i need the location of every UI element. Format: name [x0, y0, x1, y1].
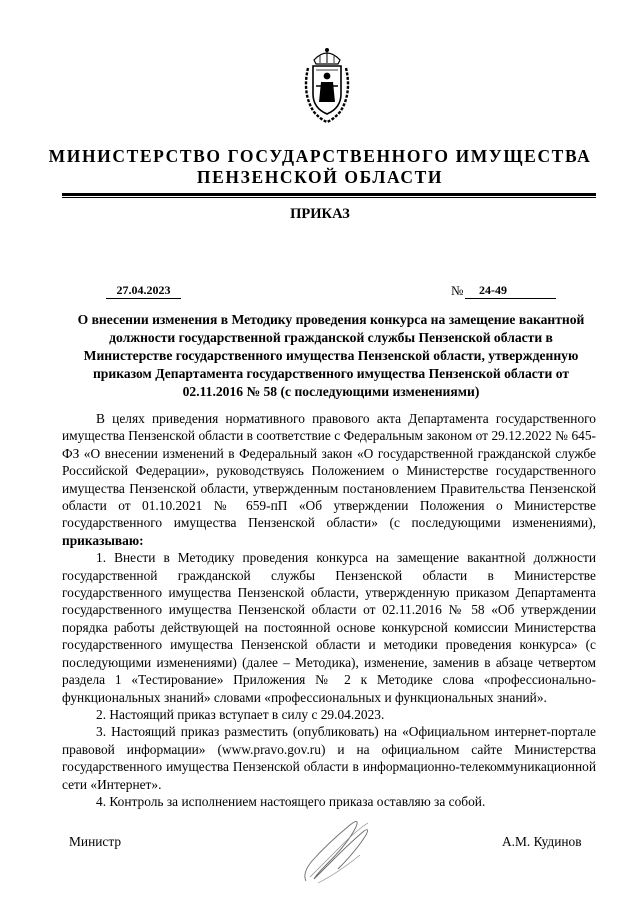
document-subject: О внесении изменения в Методику проведения конкурса на замещение вакантной должности государственной гражданской службы Пензенской области в Министерстве государственного имущества Пензенской области, утвержденную приказом Департамента государственного имущества Пензенской области от 02.11.2016 № 58 (с последующими изменениями)	[77, 312, 585, 399]
order-item-3: 3. Настоящий приказ разместить (опубликовать) на «Официальном интернет-портале правовой информации» (www.pravo.gov.ru) и на официальном сайте Министерства государственного имущества Пензенской области в информационно-телекоммуникационной сети «Интернет».	[62, 724, 596, 792]
coat-of-arms-icon	[300, 46, 354, 124]
preamble-paragraph	[62, 410, 596, 549]
number-sign: №	[451, 283, 464, 298]
ministry-name-line2: ПЕНЗЕНСКОЙ ОБЛАСТИ	[196, 167, 444, 187]
order-item-4: 4. Контроль за исполнением настоящего приказа оставляю за собой.	[96, 793, 486, 809]
document-type-title: ПРИКАЗ	[290, 206, 350, 222]
preamble-text: В целях приведения нормативного правового акта Департамента государственного имущества Пензенской области в соответствие с Федеральным законом от 29.12.2022 № 645-ФЗ «О внесении изменений в Федеральный закон «О государственной гражданской службе Российской Федерации», руководствуясь Положением о Министерстве государственного имущества Пензенской области, утвержденным постановлением Правительства Пензенской области от 01.10.2021 № 659-пП «Об утверждении Положения о Министерстве государственного имущества Пензенской области» (с последующими изменениями),	[62, 411, 596, 531]
document-body	[62, 410, 596, 810]
document-number: 24-49	[465, 283, 556, 299]
document-date: 27.04.2023	[106, 283, 181, 299]
header-divider-thick	[62, 193, 596, 196]
preamble-order-word: приказываю:	[62, 532, 144, 548]
order-item-1: 1. Внести в Методику проведения конкурса на замещение вакантной должности государственной гражданской службы Пензенской области в Министерстве государственного имущества Пензенской области, утвержденную приказом Департамента государственного имущества Пензенской области от 02.11.2016 № 58 «Об утверждении порядка работы действующей на постоянной основе конкурсной комиссии Министерства государственного имущества Пензенской области и методики проведения конкурса» (с последующими изменениями) (далее – Методика), изменение, заменив в абзаце четвертом раздела 1 «Тестирование» Приложения № 2 к Методике слова «профессионально-функциональных знаний» словами «профессиональных и функциональных знаний».	[62, 550, 596, 705]
signatory-name: А.М. Кудинов	[502, 834, 582, 849]
header-divider-thin	[62, 197, 596, 198]
ministry-name-line1: МИНИСТЕРСТВО ГОСУДАРСТВЕННОГО ИМУЩЕСТВА	[48, 146, 592, 166]
order-item-2: 2. Настоящий приказ вступает в силу с 29.04.2023.	[96, 706, 385, 722]
signatory-position: Министр	[69, 834, 122, 849]
handwritten-signature-icon	[298, 815, 378, 887]
